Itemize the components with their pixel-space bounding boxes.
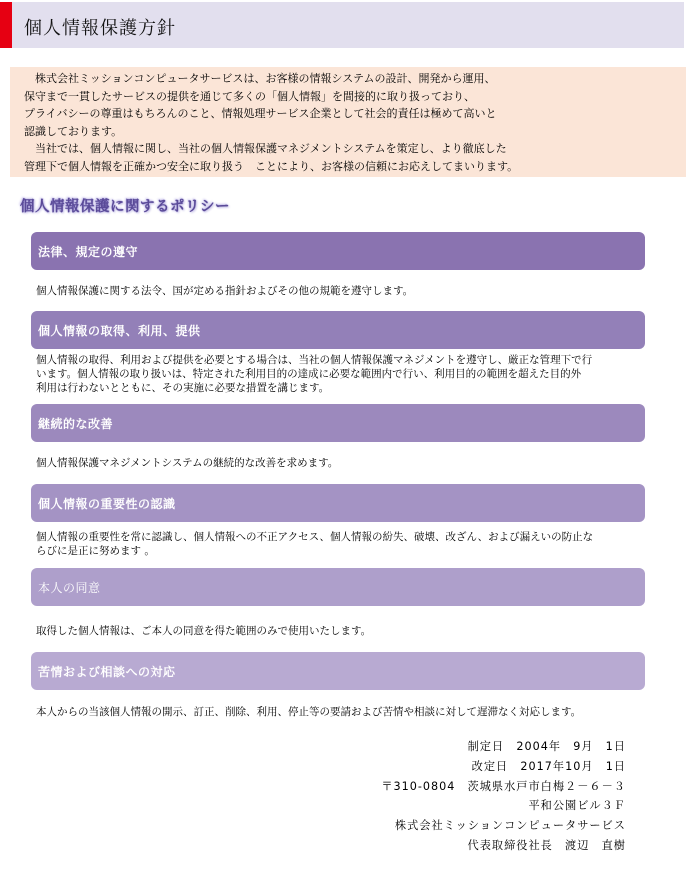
section-body-line: 個人情報保護マネジメントシステムの継続的な改善を求めます。 (36, 457, 339, 469)
policy-heading: 個人情報保護に関するポリシー (20, 199, 230, 215)
section-title: 苦情および相談への対応 (38, 665, 176, 679)
section-header-compliance (31, 232, 645, 270)
section-body-line: らびに是正に努めます 。 (36, 545, 155, 557)
intro-line: 保守まで一貫したサービスの提供を通じて多くの「個人情報」を間接的に取り扱っており、 (24, 89, 475, 103)
intro-paragraph (10, 67, 686, 177)
company-name: 株式会社ミッションコンピュータサービス (394, 819, 626, 833)
page-title: 個人情報保護方針 (24, 18, 176, 39)
section-body-acquisition (36, 353, 636, 395)
footer-signature (381, 737, 626, 856)
established-date: 制定日 2004年 9月 1日 (467, 740, 626, 753)
section-body-awareness (36, 530, 636, 558)
intro-line: 認識しております。 (24, 124, 123, 138)
intro-line: プライバシーの尊重はもちろんのこと、情報処理サービス企業として社会的責任は極めて高いと (24, 107, 497, 121)
section-body-complaints (36, 705, 636, 719)
company-building: 平和公園ビル３Ｆ (528, 799, 626, 813)
section-body-line: います。個人情報の取り扱いは、特定された利用目的の達成に必要な範囲内で行い、利用目的の範囲を超えた目的外 (36, 368, 582, 380)
section-header-consent (31, 568, 645, 606)
section-header-improvement (31, 404, 645, 442)
section-header-complaints (31, 652, 645, 690)
section-title: 個人情報の取得、利用、提供 (38, 324, 201, 338)
section-body-line: 利用は行わないとともに、その実施に必要な措置を講じます。 (36, 382, 330, 394)
section-header-acquisition (31, 311, 645, 349)
section-body-improvement (36, 456, 636, 470)
section-body-line: 本人からの当該個人情報の開示、訂正、削除、利用、停止等の要請および苦情や相談に対して遅滞なく対応します。 (36, 706, 582, 718)
title-bar (0, 2, 684, 48)
representative-name: 代表取締役社長 渡辺 直樹 (467, 838, 626, 852)
section-body-consent (36, 624, 636, 638)
intro-line: 株式会社ミッションコンピュータサービスは、お客様の情報システムの設計、開発から運用、 (24, 72, 496, 85)
section-title: 継続的な改善 (38, 417, 114, 431)
section-title: 法律、規定の遵守 (38, 245, 139, 259)
section-body-line: 個人情報の重要性を常に認識し、個人情報への不正アクセス、個人情報の紛失、破壊、改ざん、および漏えいの防止な (36, 531, 594, 543)
section-body-compliance (36, 284, 636, 298)
section-body-line: 個人情報の取得、利用および提供を必要とする場合は、当社の個人情報保護マネジメントを遵守し、厳正な管理下で行 (36, 354, 593, 366)
revised-date: 改定日 2017年10月 1日 (471, 759, 626, 773)
section-title: 本人の同意 (38, 581, 101, 595)
section-header-awareness (31, 484, 645, 522)
section-title: 個人情報の重要性の認識 (38, 497, 176, 511)
company-address: 〒310-0804 茨城県水戸市白梅２－６－３ (381, 779, 626, 793)
section-body-line: 個人情報保護に関する法令、国が定める指針およびその他の規範を遵守します。 (36, 285, 414, 297)
section-body-line: 取得した個人情報は、ご本人の同意を得た範囲のみで使用いたします。 (36, 625, 372, 637)
intro-line: 管理下で個人情報を正確かつ安全に取り扱う ことにより、お客様の信頼にお応えしてまいります。 (24, 159, 519, 173)
intro-line: 当社では、個人情報に関し、当社の個人情報保護マネジメントシステムを策定し、より徹底した (24, 142, 507, 156)
